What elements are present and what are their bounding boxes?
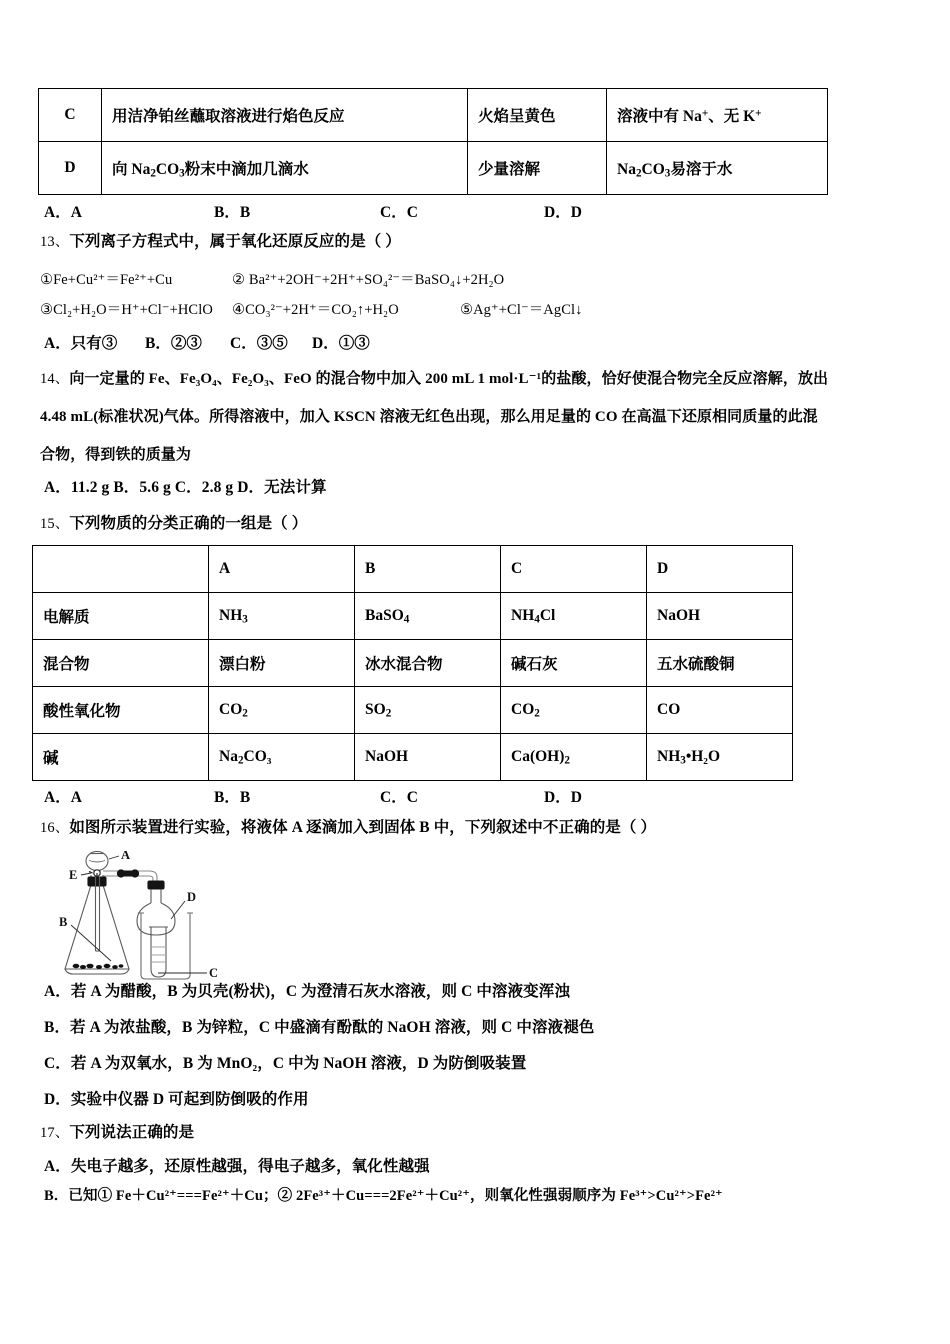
experiment-conclusion-table [38,88,828,195]
charge-sup: + [755,107,762,120]
formula-sub: 2 [564,754,570,767]
formula-main: CO [657,701,681,718]
cell-electrolyte-a [209,593,355,640]
q15-option-a[interactable]: A．A [44,789,82,806]
formula-main: NaOH [365,748,409,765]
cell-base-d [647,734,793,781]
q16-stem-text: 如图所示装置进行实验，将液体 A 逐滴加入到固体 B 中，下列叙述中不正确的是（ ） [69,819,657,836]
q13-equation-1: ①Fe+Cu²⁺＝Fe²⁺+Cu [40,272,173,288]
q13-equation-5: ⑤Ag⁺+Cl⁻＝AgCl↓ [460,302,583,318]
header-a: A [209,546,355,593]
q14-line-2: 4.48 mL(标准状况)气体。所得溶液中，加入 KSCN 溶液无红色出现，那么用足量的 CO 在高温下还原相同质量的此混 [40,409,818,425]
formula-sub: 3 [179,167,185,180]
option-c[interactable]: C．C [380,204,418,221]
formula-sub: 3 [242,613,248,626]
q15-option-d[interactable]: D．D [544,789,582,806]
charge-sup: + [701,107,709,120]
cell-mixture-d: 五水硫酸铜 [647,640,793,687]
q13-option-a[interactable]: A．只有③ [44,335,118,352]
substance-classification-table [32,545,793,781]
cell-acidic-oxide-d [647,687,793,734]
row-label-mixture: 混合物 [33,640,209,687]
q16-option-b[interactable]: B．若 A 为浓盐酸，B 为锌粒，C 中盛滴有酚酞的 NaOH 溶液，则 C 中溶液褪色 [44,1019,595,1036]
q14-line-1-text: 向一定量的 Fe、Fe₃O₄、Fe₂O₃、FeO 的混合物中加入 200 mL 1 mol·L⁻¹的盐酸，恰好使混合物完全反应溶解，放出 [69,371,829,387]
formula-main: NaOH [657,606,701,624]
cell-electrolyte-c [501,593,647,640]
row-conclusion-c [607,89,828,142]
row-operation-d [102,142,468,195]
q14-number: 14、 [40,371,70,387]
formula-sub: 2 [635,167,642,180]
figure-label-c: C [209,966,219,980]
q13-equation-2: ② Ba²⁺+2OH⁻+2H⁺+SO₄²⁻＝BaSO₄↓+2H₂O [232,272,505,288]
figure-label-b: B [59,915,68,929]
q15-number: 15、 [40,516,70,532]
q15-stem [40,514,307,534]
formula-tail: •H₂O [685,747,721,765]
q16-number: 16、 [40,820,70,836]
q13-stem-text: 下列离子方程式中，属于氧化还原反应的是（ ） [69,233,401,250]
formula-tail: CO₃ [243,747,272,765]
formula-sub: 4 [403,613,410,626]
formula-sub: 2 [242,707,248,720]
formula-sub: 3 [664,167,671,180]
header-c: C [501,546,647,593]
conclusion-text: 溶液中有 Na [617,108,702,125]
figure-label-d: D [187,890,197,904]
conclusion-text-mid: CO [641,160,665,178]
cell-acidic-oxide-c [501,687,647,734]
q13-option-c[interactable]: C．③⑤ [230,335,288,352]
q14-answer-options[interactable]: A．11.2 g B．5.6 g C．2.8 g D．无法计算 [44,479,327,496]
option-b[interactable]: B．B [214,204,251,221]
formula-sub: 3 [680,754,686,767]
q13-option-b[interactable]: B．②③ [145,335,202,352]
q15-option-b[interactable]: B．B [214,789,251,806]
row-label-electrolyte: 电解质 [33,593,209,640]
option-d[interactable]: D．D [544,204,582,221]
op-text: 向 Na [112,160,151,178]
table-row [33,734,793,781]
q17-stem-text: 下列说法正确的是 [69,1124,195,1141]
table-row [33,640,793,687]
conclusion-text-suffix: 易溶于水 [670,160,733,178]
cell-electrolyte-d [647,593,793,640]
row-letter-d: D [39,142,102,195]
cell-acidic-oxide-a [209,687,355,734]
cell-base-b [355,734,501,781]
q14-line-3: 合物，得到铁的质量为 [40,447,192,463]
row-letter-c: C [39,89,102,142]
formula-main: Na [219,747,238,765]
cell-acidic-oxide-b [355,687,501,734]
cell-mixture-c: 碱石灰 [501,640,647,687]
q13-option-d[interactable]: D．①③ [312,335,370,352]
q13-equation-3: ③Cl₂+H₂O＝H⁺+Cl⁻+HClO [40,302,213,318]
figure-label-a: A [121,851,131,862]
row-label-acidic-oxide: 酸性氧化物 [33,687,209,734]
cell-base-a [209,734,355,781]
q17-option-b[interactable]: B．已知① Fe＋Cu²⁺===Fe²⁺＋Cu；② 2Fe³⁺＋Cu===2Fe²⁺＋Cu²⁺，则氧化性强弱顺序为 Fe³⁺>Cu²⁺>Fe²⁺ [44,1188,723,1204]
header-d: D [647,546,793,593]
header-blank [33,546,209,593]
q13-equation-4: ④CO₃²⁻+2H⁺＝CO₂↑+H₂O [232,302,399,318]
table-header-row [33,546,793,593]
row-phenomenon-d: 少量溶解 [468,142,607,195]
formula-tail: Cl [539,606,556,624]
table-row [39,142,828,195]
q14-line-1 [40,369,828,389]
table-row [33,593,793,640]
formula-sub: 2 [385,707,392,720]
formula-main: BaSO [365,606,404,624]
table-row [39,89,828,142]
conclusion-text: Na [617,160,636,178]
option-a[interactable]: A．A [44,204,82,221]
row-label-base: 碱 [33,734,209,781]
row-operation-c: 用洁净铂丝蘸取溶液进行焰色反应 [102,89,468,142]
q13-stem [40,232,401,252]
cell-base-c [501,734,647,781]
formula-sub: 2 [534,707,540,720]
formula-main: NH [511,606,535,624]
row-phenomenon-c: 火焰呈黄色 [468,89,607,142]
cell-electrolyte-b [355,593,501,640]
cell-mixture-b: 冰水混合物 [355,640,501,687]
figure-label-e: E [69,868,78,882]
op-text-suffix: 粉末中滴加几滴水 [184,160,309,178]
q17-number: 17、 [40,1125,70,1141]
conclusion-text-mid: 、无 K [708,108,756,125]
formula-main: CO [219,700,243,718]
formula-sub: 2 [237,754,244,767]
q16-option-c[interactable]: C．若 A 为双氧水，B 为 MnO₂，C 中为 NaOH 溶液，D 为防倒吸装置 [44,1055,527,1072]
q15-option-c[interactable]: C．C [380,789,418,806]
formula-main: SO [365,700,386,718]
formula-main: NH [219,606,243,624]
q17-stem [40,1123,194,1143]
formula-sub: 4 [534,613,540,626]
q16-option-a[interactable]: A．若 A 为醋酸，B 为贝壳(粉状)，C 为澄清石灰水溶液，则 C 中溶液变浑浊 [44,983,570,1000]
row-conclusion-d [607,142,828,195]
gas-generation-apparatus-figure [45,851,245,983]
formula-sub: 2 [150,167,156,180]
header-b: B [355,546,501,593]
q17-option-a[interactable]: A．失电子越多，还原性越强，得电子越多，氧化性越强 [44,1158,430,1175]
formula-main: Ca(OH) [511,747,565,765]
q16-option-d[interactable]: D．实验中仪器 D 可起到防倒吸的作用 [44,1091,309,1108]
q15-stem-text: 下列物质的分类正确的一组是（ ） [69,515,308,532]
op-text-mid: CO [155,160,180,178]
q16-stem [40,818,656,838]
formula-main: NH [657,747,681,765]
table-row [33,687,793,734]
q13-number: 13、 [40,234,70,250]
cell-mixture-a: 漂白粉 [209,640,355,687]
formula-main: CO [511,700,535,718]
